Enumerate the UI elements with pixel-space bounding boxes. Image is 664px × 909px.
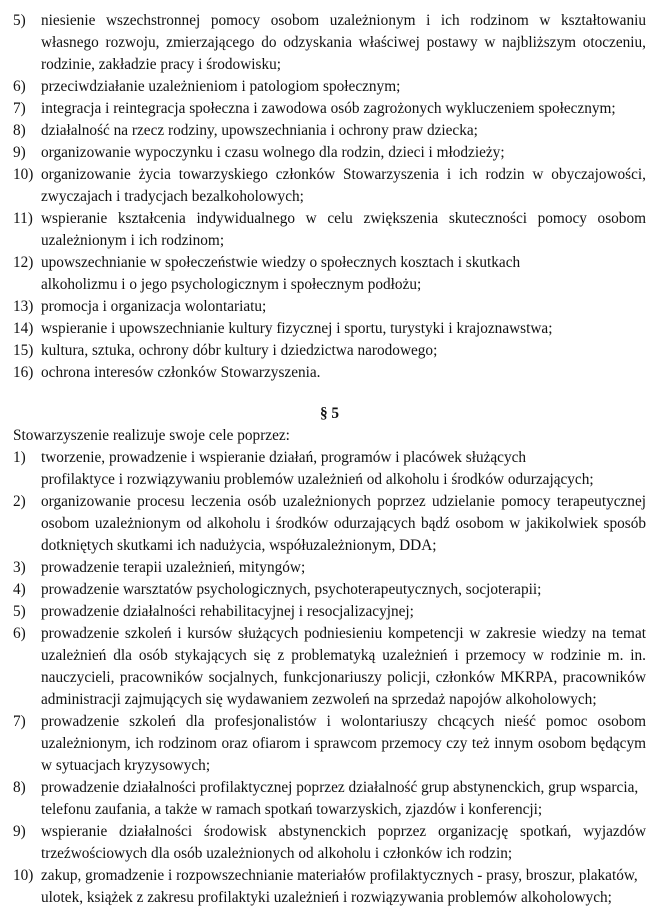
list-item (13, 296, 646, 318)
list-item (13, 76, 646, 98)
item-number: 10) (13, 867, 34, 884)
list-item (13, 601, 646, 623)
item-text: ochrona interesów członków Stowarzyszenia. (41, 364, 321, 381)
list-item (13, 142, 646, 164)
item-text: upowszechnianie w społeczeństwie wiedzy o społecznych kosztach i skutkach alkoholizmu i o jego psychologicznym i społecznym podłożu; (41, 254, 521, 293)
item-text: organizowanie życia towarzyskiego członków Stowarzyszenia i ich rodzin w obyczajowości, zwyczajach i tradycjach bezalkoholowych; (41, 166, 646, 205)
item-text: promocja i organizacja wolontariatu; (41, 298, 267, 315)
item-number: 9) (13, 823, 26, 840)
item-text: przeciwdziałanie uzależnieniom i patologiom społecznym; (41, 78, 401, 95)
list-item (13, 340, 646, 362)
item-text: prowadzenie terapii uzależnień, mityngów; (41, 559, 306, 576)
item-number: 11) (13, 210, 33, 227)
item-number: 5) (13, 603, 26, 620)
list-item (13, 252, 646, 296)
item-text: wspieranie i upowszechnianie kultury fizycznej i sportu, turystyki i krajoznawstwa; (41, 320, 553, 337)
section-heading: § 5 (319, 405, 340, 422)
item-text: prowadzenie warsztatów psychologicznych, psychoterapeutycznych, socjoterapii; (41, 581, 542, 598)
item-number: 12) (13, 254, 34, 271)
item-number: 7) (13, 100, 26, 117)
item-number: 3) (13, 559, 26, 576)
list-item (13, 711, 646, 777)
list-item (13, 821, 646, 865)
item-text: niesienie wszechstronnej pomocy osobom uzależnionym i ich rodzinom w kształtowaniu własnego rozwoju, zmierzającego do odzyskania właściwej postawy w najbliższym otoczeniu, rodzinie, zakładzie pracy i środowisku; (41, 12, 646, 73)
item-number: 4) (13, 581, 26, 598)
item-text: tworzenie, prowadzenie i wspieranie działań, programów i placówek służących profilaktyce i rozwiązywaniu problemów uzależnień od alkoholu i środków odurzających; (41, 449, 594, 488)
list-item (13, 557, 646, 579)
item-text: wspieranie kształcenia indywidualnego w celu zwiększenia skuteczności pomocy osobom uzależnionym i ich rodzinom; (41, 210, 646, 249)
section-intro: Stowarzyszenie realizuje swoje cele poprzez: (13, 427, 290, 444)
list-item (13, 777, 646, 821)
item-text: działalność na rzecz rodziny, upowszechniania i ochrony praw dziecka; (41, 122, 478, 139)
item-number: 10) (13, 166, 34, 183)
list-item (13, 10, 646, 76)
item-text: kultura, sztuka, ochrony dóbr kultury i dziedzictwa narodowego; (41, 342, 438, 359)
item-number: 15) (13, 342, 34, 359)
list-item (13, 865, 646, 909)
list-item (13, 164, 646, 208)
item-number: 8) (13, 779, 26, 796)
item-number: 5) (13, 12, 26, 29)
methods-list (13, 447, 646, 909)
item-number: 16) (13, 364, 34, 381)
list-item (13, 579, 646, 601)
item-number: 8) (13, 122, 26, 139)
list-item (13, 318, 646, 340)
list-item (13, 447, 646, 491)
list-item (13, 491, 646, 557)
list-item (13, 98, 646, 120)
item-number: 9) (13, 144, 26, 161)
item-text: prowadzenie działalności rehabilitacyjnej i resocjalizacyjnej; (41, 603, 414, 620)
list-item (13, 120, 646, 142)
item-number: 6) (13, 625, 26, 642)
item-text: prowadzenie szkoleń dla profesjonalistów i wolontariuszy chcących nieść pomoc osobom uzależnionym, ich rodzinom oraz ofiarom i sprawcom przemocy czy też innym osobom będącym w sytuacjach kryzysowych; (41, 713, 646, 774)
item-text: organizowanie wypoczynku i czasu wolnego dla rodzin, dzieci i młodzieży; (41, 144, 505, 161)
item-number: 14) (13, 320, 34, 337)
list-item (13, 208, 646, 252)
item-number: 7) (13, 713, 26, 730)
item-number: 13) (13, 298, 34, 315)
item-text: prowadzenie działalności profilaktycznej poprzez działalność grup abstynenckich, grup wsparcia, telefonu zaufania, a także w ramach spotkań towarzyskich, zjazdów i konferencji; (41, 779, 639, 818)
item-text: integracja i reintegracja społeczna i zawodowa osób zagrożonych wykluczeniem społecznym; (41, 100, 616, 117)
list-item (13, 362, 646, 384)
item-text: zakup, gromadzenie i rozpowszechnianie materiałów profilaktycznych - prasy, broszur, plakatów, ulotek, książek z zakresu profilaktyki uzależnień i rozwiązywania problemów alkoholowych; (41, 867, 638, 906)
item-number: 1) (13, 449, 26, 466)
item-text: organizowanie procesu leczenia osób uzależnionych poprzez udzielanie pomocy terapeutycznej osobom uzależnionym od alkoholu i środków odurzających bądź osobom w jakikolwiek sposób dotkniętych skutkami ich nadużycia, współuzależnionym, DDA; (41, 493, 646, 554)
goals-list (13, 10, 646, 384)
item-number: 2) (13, 493, 26, 510)
item-text: wspieranie działalności środowisk abstynenckich poprzez organizację spotkań, wyjazdów trzeźwościowych dla osób uzależnionych od alkoholu i członków ich rodzin; (41, 823, 646, 862)
item-text: prowadzenie szkoleń i kursów służących podniesieniu kompetencji w zakresie wiedzy na temat uzależnień dla osób stykających się z problematyką uzależnień i przemocy w rodzinie m. in. nauczycieli, pracowników socjalnych, funkcjonariuszy policji, członków MKRPA, pracowników administracji zajmujących się wydawaniem zezwoleń na sprzedaż napojów alkoholowych; (41, 625, 646, 708)
item-number: 6) (13, 78, 26, 95)
list-item (13, 623, 646, 711)
